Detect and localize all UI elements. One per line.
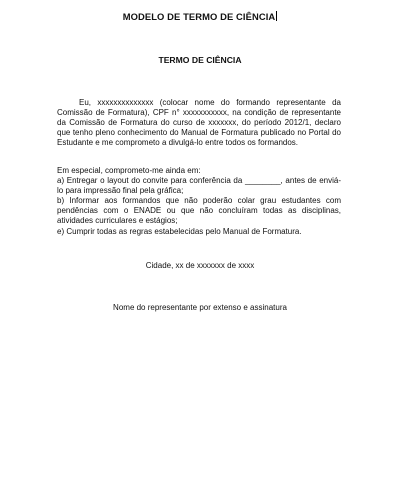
document-heading-text: MODELO DE TERMO DE CIÊNCIA xyxy=(122,11,276,22)
text-cursor xyxy=(276,11,277,21)
commitments-intro: Em especial, comprometo-me ainda em: xyxy=(57,166,201,175)
commitments-section xyxy=(57,166,341,237)
document-heading xyxy=(0,11,400,22)
document-title: TERMO DE CIÊNCIA xyxy=(158,55,242,65)
place-date-line: Cidade, xx de xxxxxxx de xxxx xyxy=(145,261,255,270)
commitment-item-b: b) Informar aos formandos que não poderão colar grau estudantes com pendências com o ENADE ou que não concluíram todas as disciplinas, atividades curriculares e estágios; xyxy=(57,196,341,226)
signature-line: Nome do representante por extenso e assinatura xyxy=(113,303,287,312)
commitment-item-e: e) Cumprir todas as regras estabelecidas pelo Manual de Formatura. xyxy=(57,226,302,236)
commitment-item-a: a) Entregar o layout do convite para conferência da ________, antes de enviá-lo para impressão final pela gráfica; xyxy=(57,176,341,196)
declaration-paragraph: Eu, xxxxxxxxxxxxxx (colocar nome do formando representante da Comissão de Formatura), CPF n° xxxxxxxxxxx, na condição de representante da Comissão de Formatura do curso de xxxxxxx, do período 2012/1, declaro que tenho pleno conhecimento do Manual de Formatura publicado no Portal do Estudante e me comprometo a divulgá-lo entre todos os formandos. xyxy=(57,98,341,148)
